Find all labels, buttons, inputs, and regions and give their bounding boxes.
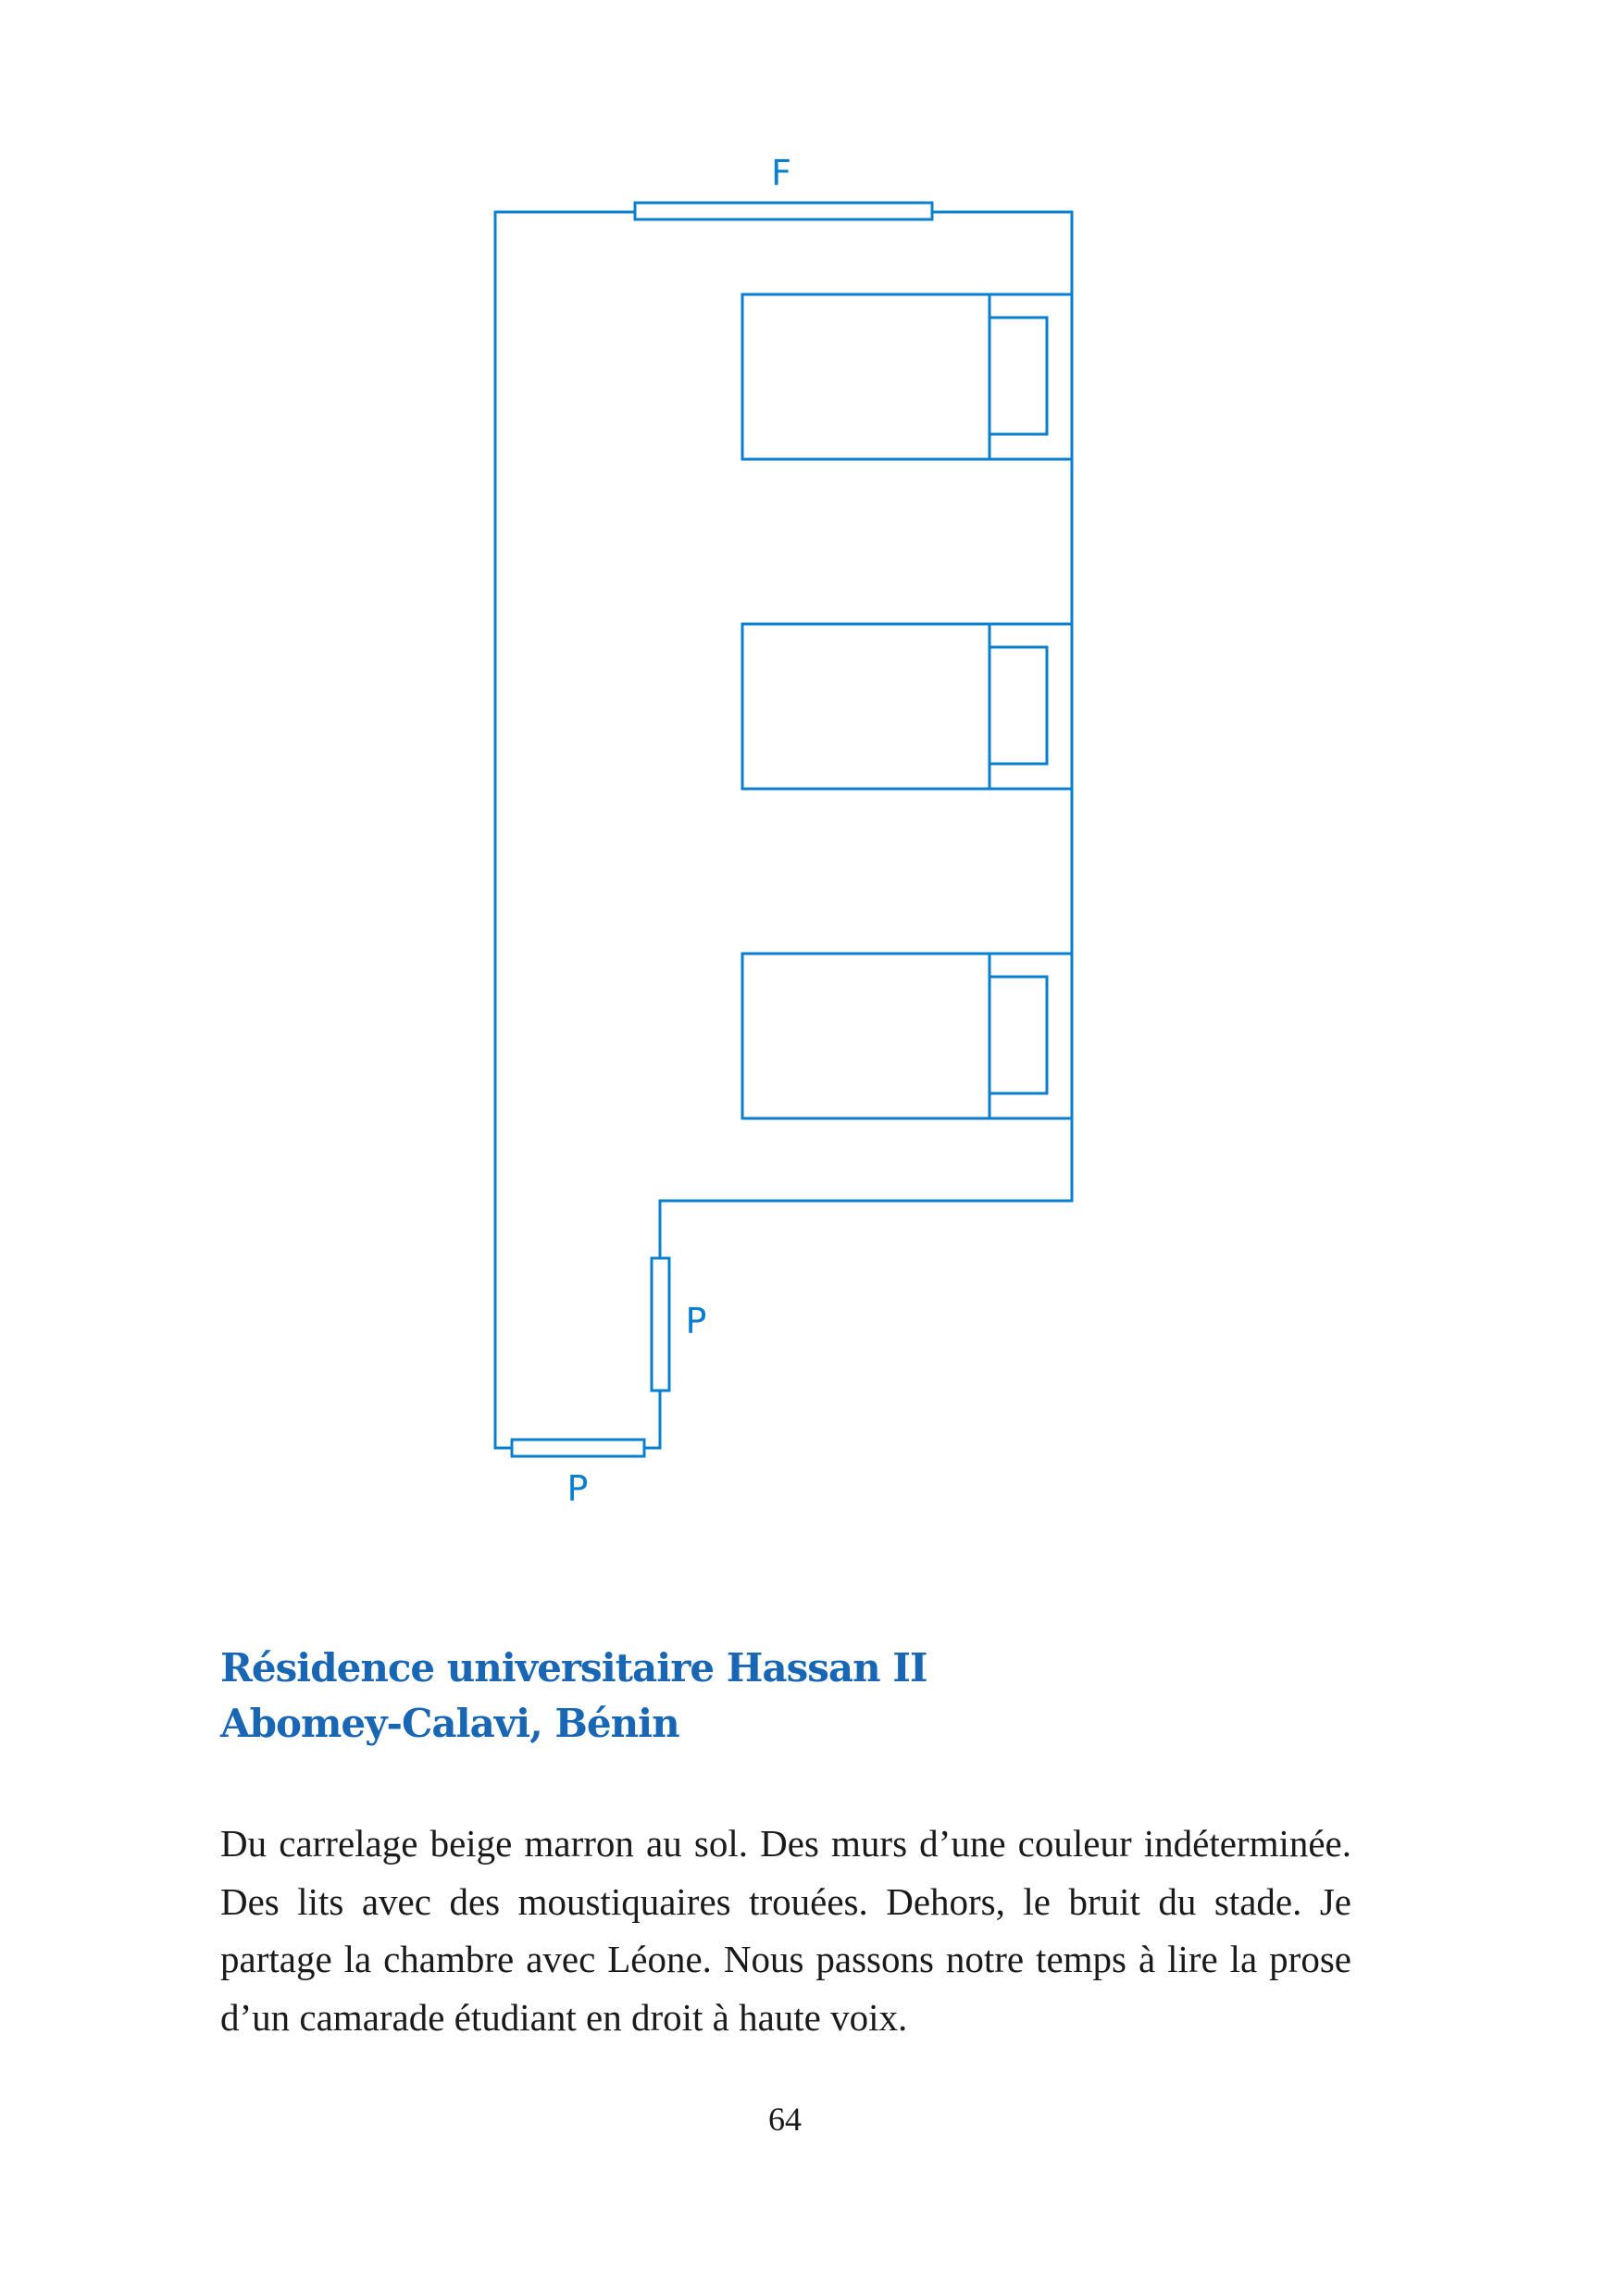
door-bottom-label: P bbox=[566, 1468, 589, 1509]
pillow bbox=[989, 977, 1047, 1093]
bed-1 bbox=[742, 294, 1072, 459]
pillow bbox=[989, 318, 1047, 434]
section-heading bbox=[220, 1641, 927, 1752]
page-number: 64 bbox=[768, 2101, 802, 2138]
pillow bbox=[989, 647, 1047, 764]
bed-2 bbox=[742, 624, 1072, 789]
door-side bbox=[652, 1258, 669, 1391]
heading-title: Résidence universitaire Hassan II bbox=[220, 1645, 927, 1691]
room-walls bbox=[495, 212, 1072, 1448]
window-label: F bbox=[771, 153, 791, 193]
bed-3 bbox=[742, 954, 1072, 1118]
body-paragraph: Du carrelage beige marron au sol. Des murs d’une couleur indéterminée. Des lits avec des moustiquaires trouées. Dehors, le bruit du stade. Je partage la chambre avec Léone. Nous passons notre temps à lire la prose d’un camarade étudiant en droit à haute voix. bbox=[220, 1822, 1351, 2039]
window bbox=[635, 203, 932, 219]
door-bottom bbox=[512, 1440, 644, 1456]
heading-location: Abomey-Calavi, Bénin bbox=[220, 1701, 679, 1746]
door-side-label: P bbox=[685, 1301, 707, 1341]
